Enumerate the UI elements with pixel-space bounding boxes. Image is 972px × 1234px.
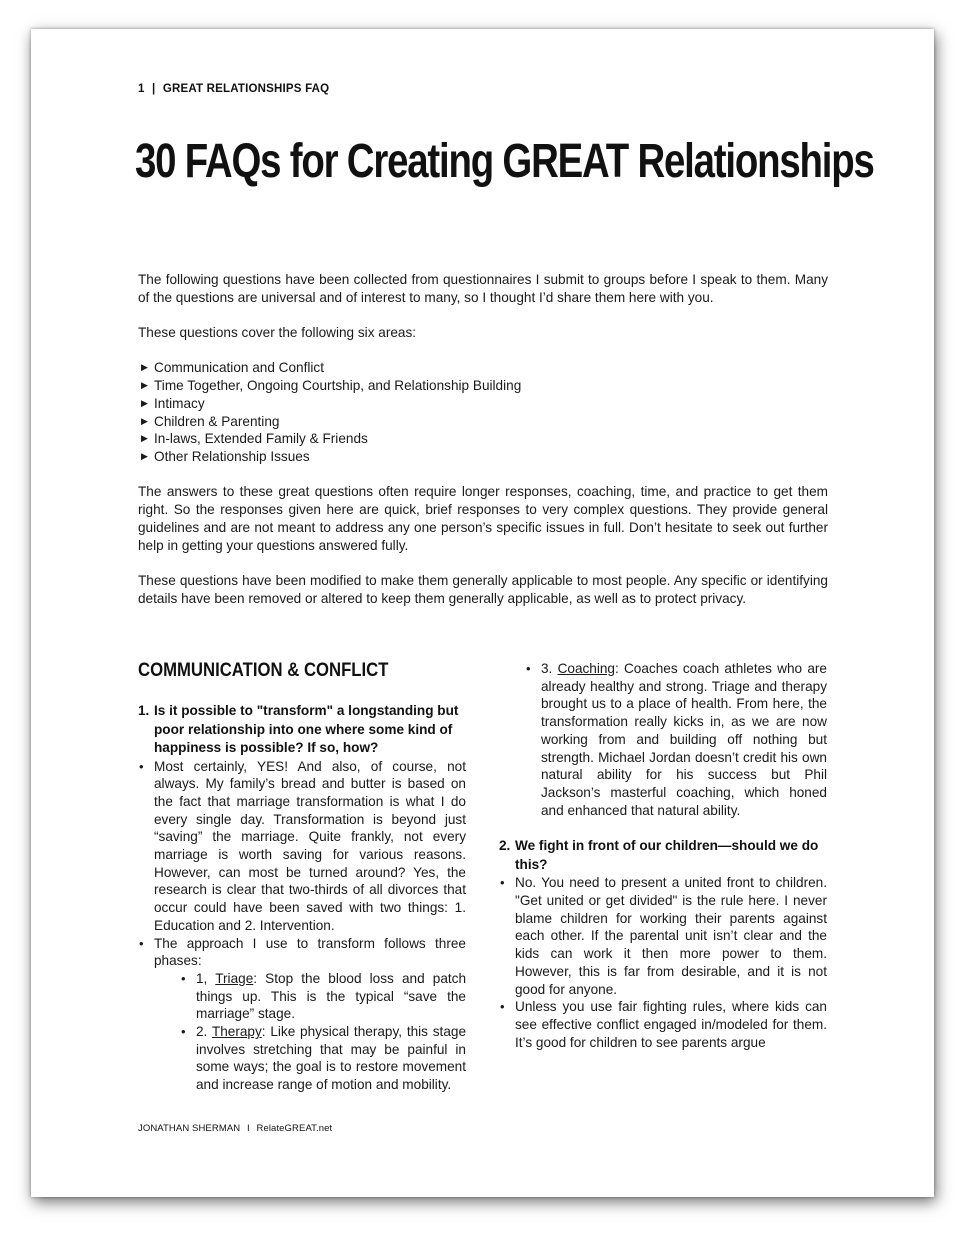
list-item: ▶ Communication and Conflict: [141, 360, 325, 376]
phase-item: • 1, Triage: Stop the blood loss and patch things up. This is the typical “save the marriage” stage.: [181, 970, 467, 1022]
bullet-icon: •: [139, 935, 144, 951]
bullet-icon: •: [181, 1024, 186, 1040]
list-item: ▶ Other Relationship Issues: [141, 449, 310, 464]
arrow-bullet-icon: ▶: [141, 433, 148, 444]
list-item: ▶ In-laws, Extended Family & Friends: [141, 431, 368, 447]
bullet-icon: •: [500, 999, 505, 1015]
list-item: • Unless you use fair fighting rules, where kids can see effective conflict engaged in/modeled for them. It’s good for children to see parents argue: [500, 999, 827, 1050]
list-item: • No. You need to present a united front to children. "Get united or get divided" is the rule here. I never blame children for working their parents against each other. If the parental unit isn’t clear and the kids can work it then more power to them. However, this is far from desirable, and it is not good for anyone.: [500, 875, 827, 997]
intro-paragraph: These questions have been modified to make them generally applicable to most people. Any specific or identifying details have been removed or altered to keep them generally applicable, as well as to protect privacy.: [138, 572, 828, 606]
arrow-bullet-icon: ▶: [141, 362, 148, 373]
left-column: [138, 660, 466, 1094]
document-page: [31, 29, 934, 1197]
list-item: • The approach I use to transform follows three phases: • 1, Triage: Stop the blood loss and patch things up. This is the typical “save the marriage” stage. • 2. Therapy: Like physical therapy, this stage involves stretching that may be painful in some ways; the goal is to restore movement and increase range of motion and mobility.: [139, 935, 467, 1093]
section-heading: COMMUNICATION & CONFLICT: [138, 660, 389, 681]
areas-list: [138, 359, 828, 465]
list-item: ▶ Intimacy: [141, 395, 205, 411]
header-separator: |: [152, 83, 156, 95]
arrow-bullet-icon: ▶: [141, 380, 148, 391]
areas-lead-in: These questions cover the following six areas:: [138, 325, 417, 341]
page-footer: [138, 1123, 332, 1134]
arrow-bullet-icon: ▶: [141, 415, 148, 426]
arrow-bullet-icon: ▶: [141, 397, 148, 408]
bullet-icon: •: [500, 875, 505, 891]
running-title: GREAT RELATIONSHIPS FAQ: [162, 83, 330, 95]
arrow-bullet-icon: ▶: [141, 451, 148, 461]
list-item: • Most certainly, YES! And also, of course, not always. My family’s bread and butter is based on the fact that marriage transformation is what I do every single day. Transformation is beyond just “saving” the marriage. Quite frankly, not every marriage is worth saving for various reasons. However, can most be turned around? Yes, the research is clear that two-thirds of all divorces that occur could have been saved with two things: 1. Education and 2. Intervention.: [139, 758, 466, 933]
intro-paragraph: The answers to these great questions often require longer responses, coaching, time, and practice to get them right. So the responses given here are quick, brief responses to very complex questions. They provide general guidelines and are not meant to address any one person’s specific issues in full. Don’t hesitate to seek out further help in getting your questions answered fully.: [138, 484, 828, 553]
list-item: ▶ Children & Parenting: [141, 413, 280, 429]
running-header: [138, 83, 329, 95]
intro-paragraph: The following questions have been collected from questionnaires I submit to groups before I speak to them. Many of the questions are universal and of interest to many, so I thought I’d share them here with you.: [138, 272, 828, 305]
author-name: JONATHAN SHERMAN: [138, 1123, 241, 1134]
bullet-icon: •: [526, 661, 531, 676]
right-column: [499, 660, 827, 1051]
list-item: ▶ Time Together, Ongoing Courtship, and Relationship Building: [141, 378, 522, 394]
footer-separator: I: [247, 1123, 250, 1134]
footer-site: RelateGREAT.net: [256, 1123, 333, 1134]
question-2: 2. We fight in front of our children—should we do this?: [499, 838, 819, 872]
page-title: 30 FAQs for Creating GREAT Relationships: [135, 135, 874, 188]
answer-list: [138, 758, 466, 1094]
intro-section: [138, 271, 828, 625]
phase-item: • 3. Coaching: Coaches coach athletes who are already healthy and strong. Triage and therapy brought us to a place of health. From here, the transformation really kicks in, as we are now working from and building off nothing but strength. Michael Jordan doesn’t credit his own natural ability for his success but Phil Jackson’s masterful coaching, which honed and enhanced that natural ability.: [526, 661, 827, 818]
phase-item: • 2. Therapy: Like physical therapy, this stage involves stretching that may be painful in some ways; the goal is to restore movement and increase range of motion and mobility.: [181, 1024, 467, 1093]
phase-list: [154, 970, 466, 1094]
bullet-icon: •: [181, 970, 186, 986]
question-1: 1. Is it possible to "transform" a longstanding but poor relationship into one where some kind of happiness is possible? If so, how?: [138, 703, 459, 755]
answer-list: [499, 874, 827, 1051]
page-number: 1: [138, 83, 145, 95]
phase-list-continued: [499, 660, 827, 819]
bullet-icon: •: [139, 758, 144, 774]
